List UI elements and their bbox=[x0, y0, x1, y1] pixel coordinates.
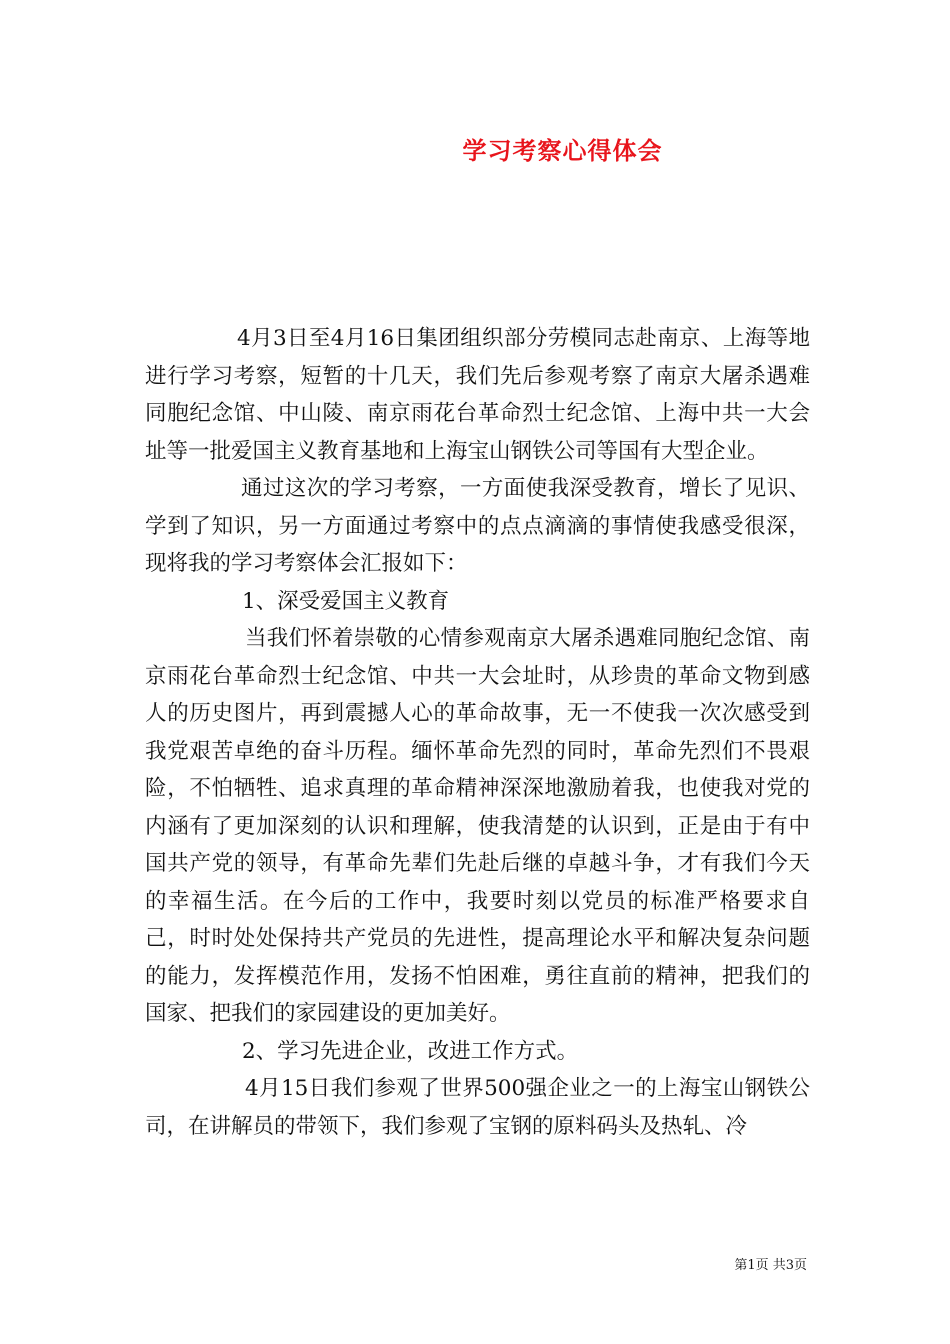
document-body bbox=[145, 320, 810, 1145]
page-footer: 第1页 共3页 bbox=[734, 1258, 807, 1273]
document-title: 学习考察心得体会 bbox=[462, 136, 663, 165]
paragraph-intro: 4月3日至4月16日集团组织部分劳模同志赴南京、上海等地进行学习考察，短暂的十几天，我们先后参观考察了南京大屠杀遇难同胞纪念馆、中山陵、南京雨花台革命烈士纪念馆、上海中共一大会址等一批爱国主义教育基地和上海宝山钢铁公司等国有大型企业。 bbox=[145, 326, 810, 464]
section-heading-patriotic-education: 1、深受爱国主义教育 bbox=[242, 588, 450, 614]
paragraph-baosteel-visit: 4月15日我们参观了世界500强企业之一的上海宝山钢铁公司，在讲解员的带领下，我们参观了宝钢的原料码头及热轧、冷 bbox=[145, 1076, 810, 1139]
paragraph-overview: 通过这次的学习考察，一方面使我深受教育，增长了见识、学到了知识，另一方面通过考察中的点点滴滴的事情使我感受很深，现将我的学习考察体会汇报如下： bbox=[145, 476, 810, 576]
paragraph-patriotic-education: 当我们怀着崇敬的心情参观南京大屠杀遇难同胞纪念馆、南京雨花台革命烈士纪念馆、中共一大会址时，从珍贵的革命文物到感人的历史图片，再到震撼人心的革命故事，无一不使我一次次感受到我党艰苦卓绝的奋斗历程。缅怀革命先烈的同时，革命先烈们不畏艰险，不怕牺牲、追求真理的革命精神深深地激励着我，也使我对党的内涵有了更加深刻的认识和理解，使我清楚的认识到，正是由于有中国共产党的领导，有革命先辈们先赴后继的卓越斗争，才有我们今天的幸福生活。在今后的工作中，我要时刻以党员的标准严格要求自己，时时处处保持共产党员的先进性，提高理论水平和解决复杂问题的能力，发挥模范作用，发扬不怕困难，勇往直前的精神，把我们的国家、把我们的家园建设的更加美好。 bbox=[145, 626, 810, 1026]
section-heading-advanced-enterprise: 2、学习先进企业，改进工作方式。 bbox=[242, 1038, 579, 1064]
